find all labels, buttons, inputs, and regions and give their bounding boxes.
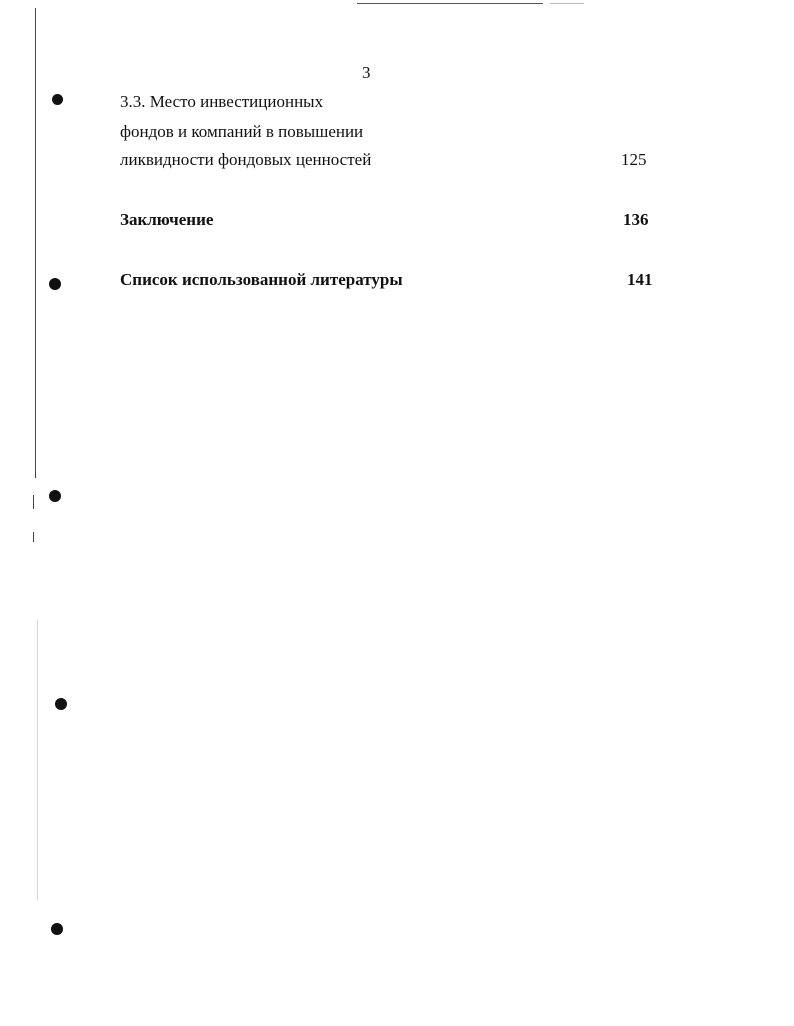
toc-entry-3-3-line-3: ликвидности фондовых ценностей: [120, 150, 372, 169]
scan-left-edge: [35, 8, 36, 478]
scan-left-edge-tick: [33, 532, 34, 542]
toc-entry-bibliography: Список использованной литературы: [120, 270, 403, 289]
scan-top-rule-faint: [550, 3, 584, 4]
scan-left-edge-tick: [33, 495, 34, 509]
toc-entry-3-3-line-1: 3.3. Место инвестиционных: [120, 92, 324, 111]
punch-hole-mark: [55, 698, 67, 710]
punch-hole-mark: [51, 923, 63, 935]
toc-entry-3-3-line-2: фондов и компаний в повышении: [120, 122, 364, 141]
punch-hole-mark: [49, 490, 61, 502]
toc-entry-bibliography-page: 141: [627, 270, 653, 289]
punch-hole-mark: [49, 278, 61, 290]
scan-top-rule: [357, 3, 543, 4]
page-number: 3: [362, 63, 371, 82]
scan-left-edge-faint: [37, 620, 38, 900]
punch-hole-mark: [52, 94, 63, 105]
toc-entry-conclusion-page: 136: [623, 210, 649, 229]
toc-entry-3-3-page: 125: [621, 150, 647, 169]
toc-entry-conclusion: Заключение: [120, 210, 214, 229]
